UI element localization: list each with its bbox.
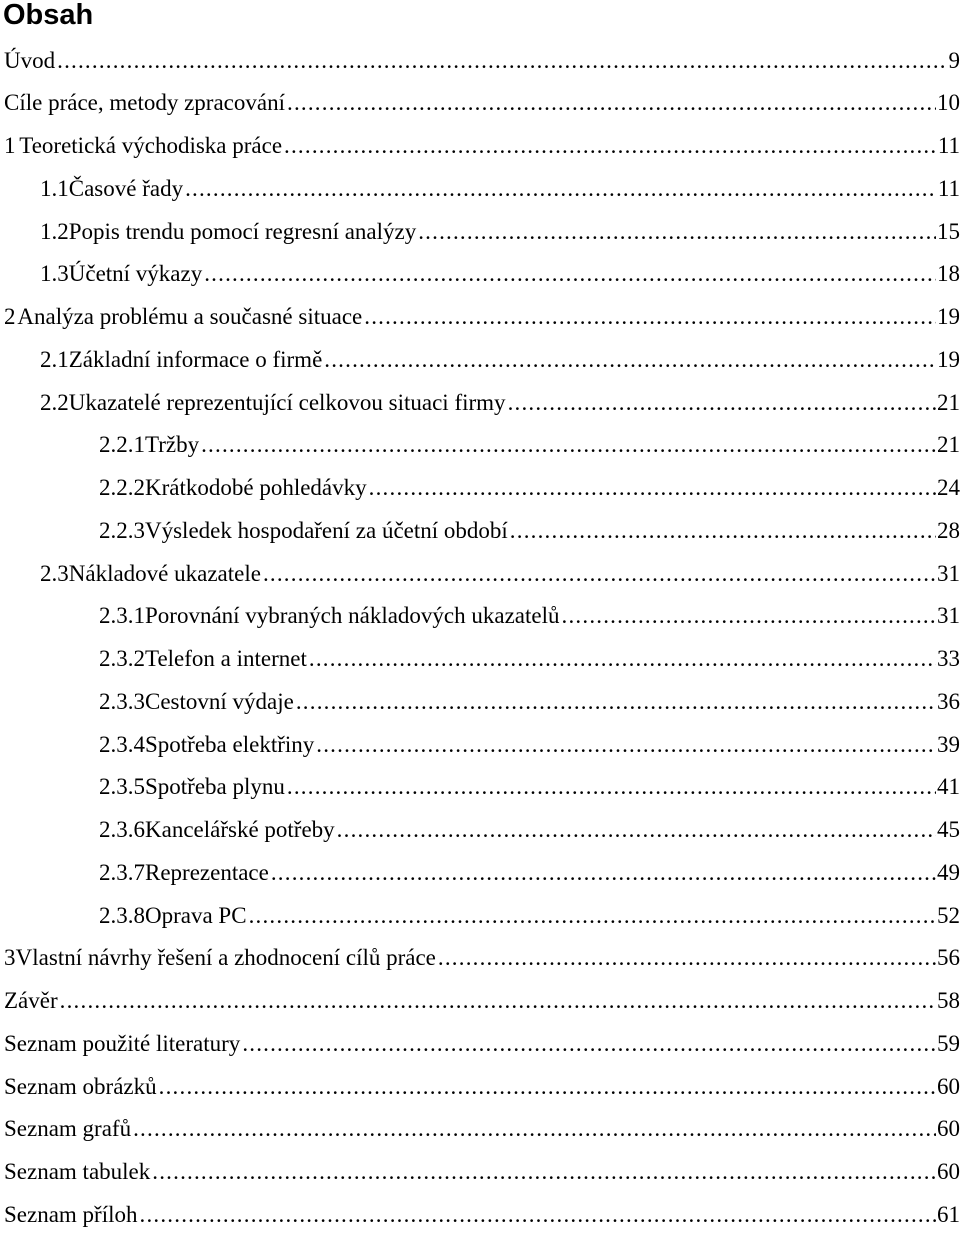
toc-leader	[201, 424, 936, 466]
toc-entry[interactable]	[4, 82, 960, 124]
toc-entry-label: Nákladové ukazatele	[69, 553, 261, 595]
toc-entry[interactable]	[4, 1194, 960, 1236]
toc-page-number: 36	[937, 681, 960, 723]
toc-leader	[271, 852, 936, 894]
toc-leader	[510, 510, 936, 552]
toc-entry[interactable]	[4, 1023, 960, 1065]
toc-entry-label: Popis trendu pomocí regresní analýzy	[69, 211, 416, 253]
toc-entry-number: 2.3.8	[99, 895, 145, 937]
toc-entry[interactable]	[40, 382, 960, 424]
toc-page-number: 58	[937, 980, 960, 1022]
toc-page-number: 45	[937, 809, 960, 851]
toc-leader	[185, 168, 937, 210]
toc-page-number: 60	[937, 1066, 960, 1108]
toc-entry-label: Úvod	[4, 40, 55, 82]
toc-entry[interactable]	[40, 168, 960, 210]
toc-leader	[309, 638, 936, 680]
toc-entry-label: Seznam tabulek	[4, 1151, 150, 1193]
toc-page-number: 19	[937, 339, 960, 381]
toc-entry[interactable]	[4, 296, 960, 338]
toc-entry[interactable]	[99, 424, 960, 466]
toc-entry[interactable]	[99, 638, 960, 680]
toc-entry[interactable]	[99, 724, 960, 766]
toc-entry-label: Seznam příloh	[4, 1194, 138, 1236]
toc-entry[interactable]	[99, 852, 960, 894]
toc-leader	[152, 1151, 936, 1193]
toc-leader	[438, 937, 936, 979]
toc-entry-label: Ukazatelé reprezentující celkovou situaci firmy	[69, 382, 506, 424]
toc-entry-label: Cíle práce, metody zpracování	[4, 82, 285, 124]
toc-entry-label: Spotřeba elektřiny	[145, 724, 314, 766]
toc-entry-label: Porovnání vybraných nákladových ukazatelů	[145, 595, 560, 637]
toc-entry-label: Telefon a internet	[145, 638, 307, 680]
toc-leader	[133, 1108, 936, 1150]
toc-entry[interactable]	[99, 766, 960, 808]
toc-entry-number: 2.3.2	[99, 638, 145, 680]
toc-entry[interactable]	[40, 253, 960, 295]
toc-page-number: 28	[937, 510, 960, 552]
toc-page-number: 49	[937, 852, 960, 894]
toc-leader	[159, 1066, 936, 1108]
toc-page-number: 56	[937, 937, 960, 979]
toc-leader	[284, 125, 937, 167]
toc-entry[interactable]	[4, 1108, 960, 1150]
toc-page-number: 21	[937, 382, 960, 424]
toc-entry-number: 2.2	[40, 382, 69, 424]
toc-entry-number: 2.3.3	[99, 681, 145, 723]
toc-entry[interactable]	[4, 125, 960, 167]
toc-entry-label: Krátkodobé pohledávky	[145, 467, 367, 509]
toc-entry-label: Účetní výkazy	[69, 253, 202, 295]
toc-page-number: 15	[937, 211, 960, 253]
toc-leader	[242, 1023, 936, 1065]
toc-page-number: 31	[937, 595, 960, 637]
toc-entry[interactable]	[40, 211, 960, 253]
toc-entry-number: 1.2	[40, 211, 69, 253]
toc-entry-label: Spotřeba plynu	[145, 766, 285, 808]
toc-entry-label: Výsledek hospodaření za účetní období	[145, 510, 508, 552]
toc-page-number: 18	[937, 253, 960, 295]
toc-entry-number: 1.1	[40, 168, 69, 210]
toc-entry-number: 2.1	[40, 339, 69, 381]
toc-entry-number: 1.3	[40, 253, 69, 295]
toc-entry-label: Reprezentace	[145, 852, 269, 894]
toc-page-number: 60	[937, 1151, 960, 1193]
toc-leader	[287, 82, 936, 124]
toc-leader	[508, 382, 936, 424]
toc-leader	[249, 895, 936, 937]
toc-leader	[369, 467, 936, 509]
toc-entry-label: Seznam obrázků	[4, 1066, 157, 1108]
toc-entry[interactable]	[4, 937, 960, 979]
toc-entry[interactable]	[99, 467, 960, 509]
toc-entry-label: Tržby	[145, 424, 199, 466]
toc-page-number: 41	[937, 766, 960, 808]
toc-page-number: 19	[937, 296, 960, 338]
toc-leader	[316, 724, 936, 766]
toc-leader	[60, 980, 936, 1022]
toc-entry-number: 2.3.7	[99, 852, 145, 894]
toc-entry-number: 2	[4, 296, 17, 338]
toc-entry-label: Seznam grafů	[4, 1108, 131, 1150]
toc-entry-label: Oprava PC	[145, 895, 247, 937]
toc-entry-number: 2.3.1	[99, 595, 145, 637]
toc-entry[interactable]	[4, 980, 960, 1022]
toc-entry-label: Seznam použité literatury	[4, 1023, 240, 1065]
toc-entry[interactable]	[99, 510, 960, 552]
toc-entry-number: 2.2.2	[99, 467, 145, 509]
toc-leader	[324, 339, 936, 381]
toc-entry[interactable]	[40, 553, 960, 595]
toc-entry-label: Časové řady	[69, 168, 183, 210]
toc-entry-number: 1	[4, 125, 19, 167]
toc-entry-number: 3	[4, 937, 16, 979]
toc-page-number: 11	[938, 168, 960, 210]
toc-page-number: 9	[949, 40, 960, 82]
toc-leader	[287, 766, 936, 808]
toc-entry-label: Vlastní návrhy řešení a zhodnocení cílů práce	[16, 937, 436, 979]
toc-page-number: 33	[937, 638, 960, 680]
toc-leader	[562, 595, 936, 637]
toc-page-number: 59	[937, 1023, 960, 1065]
toc-page-number: 52	[937, 895, 960, 937]
toc-entry-number: 2.2.3	[99, 510, 145, 552]
toc-entry-number: 2.3	[40, 553, 69, 595]
toc-leader	[364, 296, 936, 338]
toc-leader	[263, 553, 936, 595]
toc-entry[interactable]	[99, 895, 960, 937]
toc-entry[interactable]	[99, 681, 960, 723]
toc-page-number: 61	[937, 1194, 960, 1236]
toc-title: Obsah	[3, 0, 93, 34]
toc-leader	[418, 211, 936, 253]
toc-entry[interactable]	[4, 1066, 960, 1108]
toc-entry-label: Teoretická východiska práce	[19, 125, 282, 167]
toc-entry-number: 2.3.4	[99, 724, 145, 766]
toc-entry-label: Závěr	[4, 980, 58, 1022]
toc-entry[interactable]	[99, 809, 960, 851]
toc-entry-label: Kancelářské potřeby	[145, 809, 335, 851]
toc-entry[interactable]	[4, 40, 960, 82]
toc-leader	[296, 681, 936, 723]
toc-entry-label: Analýza problému a současné situace	[17, 296, 362, 338]
toc-entry[interactable]	[99, 595, 960, 637]
toc-entry-number: 2.3.5	[99, 766, 145, 808]
toc-page-number: 60	[937, 1108, 960, 1150]
toc-entry-label: Základní informace o firmě	[69, 339, 323, 381]
toc-leader	[57, 40, 947, 82]
toc-page-number: 21	[937, 424, 960, 466]
toc-leader	[140, 1194, 937, 1236]
toc-leader	[204, 253, 936, 295]
toc-entry-number: 2.2.1	[99, 424, 145, 466]
toc-page-number: 10	[937, 82, 960, 124]
toc-entry-number: 2.3.6	[99, 809, 145, 851]
toc-entry-label: Cestovní výdaje	[145, 681, 294, 723]
toc-entry[interactable]	[40, 339, 960, 381]
toc-leader	[337, 809, 936, 851]
toc-page-number: 39	[937, 724, 960, 766]
toc-page-number: 31	[937, 553, 960, 595]
toc-page-number: 24	[937, 467, 960, 509]
toc-entry[interactable]	[4, 1151, 960, 1193]
toc-page-number: 11	[938, 125, 960, 167]
